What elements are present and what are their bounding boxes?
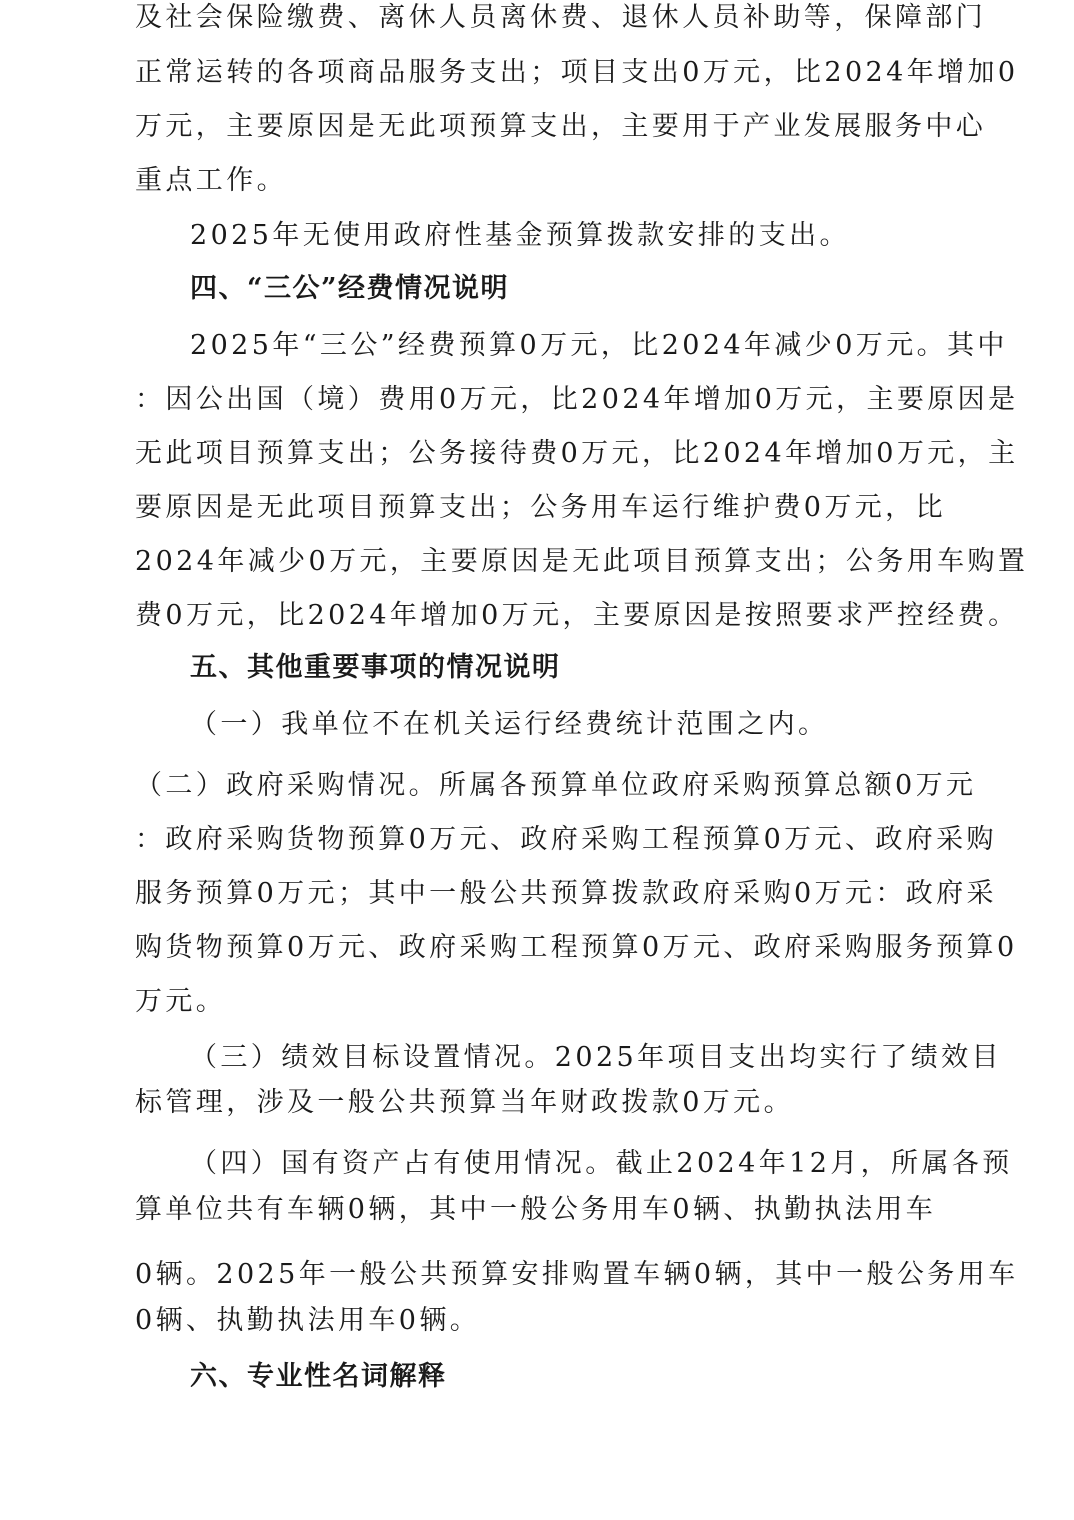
section-heading: 五、其他重要事项的情况说明 (190, 652, 561, 683)
body-text-line: ：政府采购货物预算0万元、政府采购工程预算0万元、政府采购 (135, 824, 997, 855)
body-text-line: 算单位共有车辆0辆，其中一般公务用车0辆、执勤执法用车 (135, 1194, 937, 1225)
body-text-line: 万元。 (135, 986, 227, 1017)
section-heading: 四、“三公”经费情况说明 (190, 273, 510, 304)
body-text-line: （四）国有资产占有使用情况。截止2024年12月，所属各预 (190, 1148, 1013, 1179)
body-text-line: 无此项目预算支出；公务接待费0万元，比2024年增加0万元，主 (135, 438, 1019, 469)
body-text-line: 标管理，涉及一般公共预算当年财政拨款0万元。 (135, 1087, 794, 1118)
body-text-line: 服务预算0万元；其中一般公共预算拨款政府采购0万元：政府采 (135, 878, 997, 909)
body-text-line: ：因公出国（境）费用0万元，比2024年增加0万元，主要原因是 (135, 384, 1019, 415)
body-text-line: 2025年“三公”经费预算0万元，比2024年减少0万元。其中 (190, 330, 1008, 361)
body-text-line: 费0万元，比2024年增加0万元，主要原因是按照要求严控经费。 (135, 600, 1019, 631)
section-heading: 六、专业性名词解释 (190, 1361, 447, 1392)
body-text-line: 正常运转的各项商品服务支出；项目支出0万元，比2024年增加0 (135, 57, 1019, 88)
body-text-line: （三）绩效目标设置情况。2025年项目支出均实行了绩效目 (190, 1042, 1002, 1073)
body-text-line: 0辆。2025年一般公共预算安排购置车辆0辆，其中一般公务用车 (135, 1259, 1019, 1290)
body-text-line: 及社会保险缴费、离休人员离休费、退休人员补助等，保障部门 (135, 2, 987, 33)
body-text-line: 要原因是无此项目预算支出；公务用车运行维护费0万元，比 (135, 492, 946, 523)
body-text-line: 2024年减少0万元，主要原因是无此项目预算支出；公务用车购置 (135, 546, 1029, 577)
body-text-line: 2025年无使用政府性基金预算拨款安排的支出。 (190, 220, 850, 251)
body-text-line: 购货物预算0万元、政府采购工程预算0万元、政府采购服务预算0 (135, 932, 1018, 963)
body-text-line: 0辆、执勤执法用车0辆。 (135, 1305, 481, 1336)
body-text-line: 重点工作。 (135, 165, 287, 196)
body-text-line: （一）我单位不在机关运行经费统计范围之内。 (190, 709, 829, 740)
body-text-line: 万元，主要原因是无此项预算支出，主要用于产业发展服务中心 (135, 111, 987, 142)
body-text-line: （二）政府采购情况。所属各预算单位政府采购预算总额0万元 (135, 770, 977, 801)
